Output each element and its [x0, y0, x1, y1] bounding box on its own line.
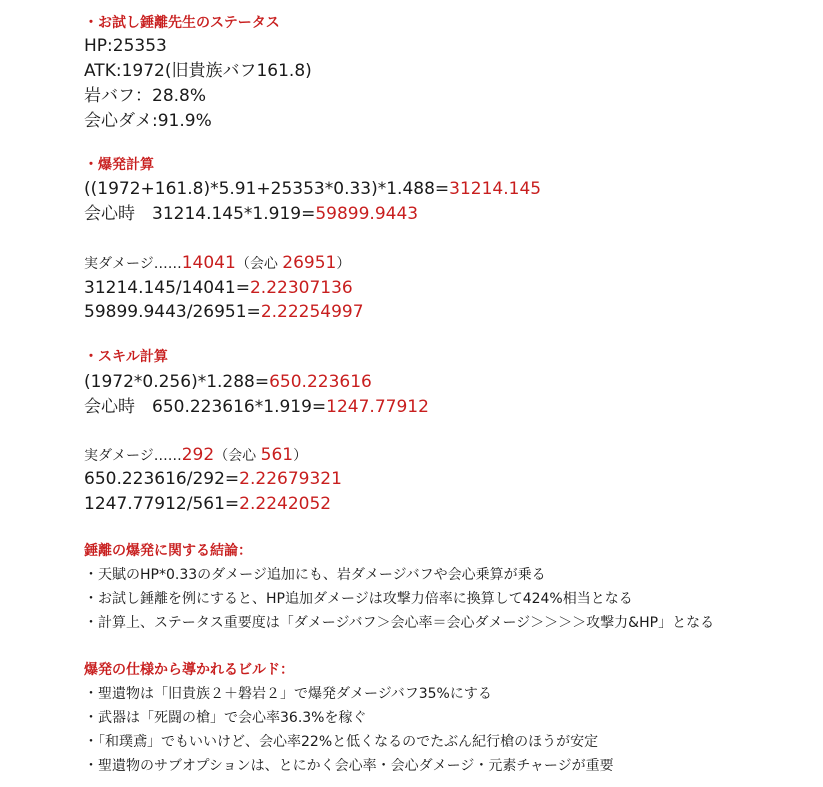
- build-item: ・聖遺物のサブオプションは、とにかく会心率・会心ダメージ・元素チャージが重要: [84, 758, 614, 774]
- skill-ratio-1-text: 650.223616/292=: [84, 469, 240, 489]
- burst-actual-crit-open: （会心: [235, 256, 283, 272]
- burst-formula-result: 31214.145: [449, 179, 542, 199]
- burst-actual-crit-value: 26951: [282, 253, 337, 273]
- skill-ratio-2: [84, 496, 331, 513]
- build-item: ・聖遺物は「旧貴族２＋磐岩２」で爆発ダメージバフ35%にする: [84, 686, 492, 702]
- skill-formula: [84, 374, 372, 391]
- burst-actual: [84, 255, 350, 272]
- burst-ratio-2: [84, 304, 364, 321]
- burst-crit-result: 59899.9443: [315, 204, 419, 224]
- skill-actual: [84, 447, 307, 464]
- skill-heading: ・スキル計算: [84, 349, 168, 365]
- build-item: ・「和璞鳶」でもいいけど、会心率22%と低くなるのでたぶん紀行槍のほうが安定: [84, 734, 599, 750]
- conclusion-item: ・お試し錘離を例にすると、HP追加ダメージは攻撃力倍率に換算して424%相当となる: [84, 591, 633, 607]
- skill-formula-result: 650.223616: [269, 372, 372, 392]
- burst-actual-value: 14041: [181, 253, 236, 273]
- skill-actual-crit-close: ）: [293, 448, 308, 464]
- burst-ratio-2-result: 2.22254997: [260, 302, 364, 322]
- status-geo-buff: 岩バフ：28.8%: [84, 86, 207, 106]
- conclusion-item: ・天賦のHP*0.33のダメージ追加にも、岩ダメージバフや会心乗算が乗る: [84, 567, 546, 583]
- skill-ratio-1: [84, 471, 342, 488]
- status-heading: ・お試し錘離先生のステータス: [84, 15, 280, 31]
- skill-actual-crit-open: （会心: [214, 448, 261, 464]
- status-atk: ATK:1972(旧貴族バフ161.8): [84, 61, 312, 81]
- build-heading: 爆発の仕様から導かれるビルド：: [84, 662, 294, 678]
- burst-actual-label: 実ダメージ……: [84, 256, 182, 272]
- status-crit-dmg: 会心ダメ:91.9%: [84, 111, 212, 131]
- burst-ratio-1: [84, 280, 353, 297]
- skill-ratio-2-result: 2.2242052: [239, 494, 332, 514]
- burst-crit-text: 会心時 31214.145*1.919=: [84, 204, 316, 224]
- skill-actual-value: 292: [181, 445, 215, 465]
- skill-crit: [84, 399, 429, 416]
- burst-formula-text: ((1972+161.8)*5.91+25353*0.33)*1.488=: [84, 179, 450, 199]
- skill-crit-result: 1247.77912: [326, 397, 429, 417]
- burst-crit: [84, 206, 418, 223]
- conclusion-heading: 錘離の爆発に関する結論：: [84, 543, 252, 559]
- skill-ratio-2-text: 1247.77912/561=: [84, 494, 240, 514]
- skill-ratio-1-result: 2.22679321: [239, 469, 342, 489]
- burst-actual-crit-close: ）: [336, 256, 351, 272]
- burst-ratio-2-text: 59899.9443/26951=: [84, 302, 261, 322]
- conclusion-item: ・計算上、ステータス重要度は「ダメージバフ＞会心率＝会心ダメージ＞＞＞＞攻撃力&HP」となる: [84, 615, 715, 631]
- skill-actual-crit-value: 561: [260, 445, 294, 465]
- burst-ratio-1-text: 31214.145/14041=: [84, 278, 250, 298]
- skill-formula-text: (1972*0.256)*1.288=: [84, 372, 270, 392]
- status-hp: HP:25353: [84, 36, 167, 56]
- skill-crit-text: 会心時 650.223616*1.919=: [84, 397, 327, 417]
- burst-ratio-1-result: 2.22307136: [249, 278, 353, 298]
- burst-heading: ・爆発計算: [84, 157, 154, 173]
- build-item: ・武器は「死闘の槍」で会心率36.3%を稼ぐ: [84, 710, 367, 726]
- burst-formula: [84, 181, 541, 198]
- skill-actual-label: 実ダメージ……: [84, 448, 182, 464]
